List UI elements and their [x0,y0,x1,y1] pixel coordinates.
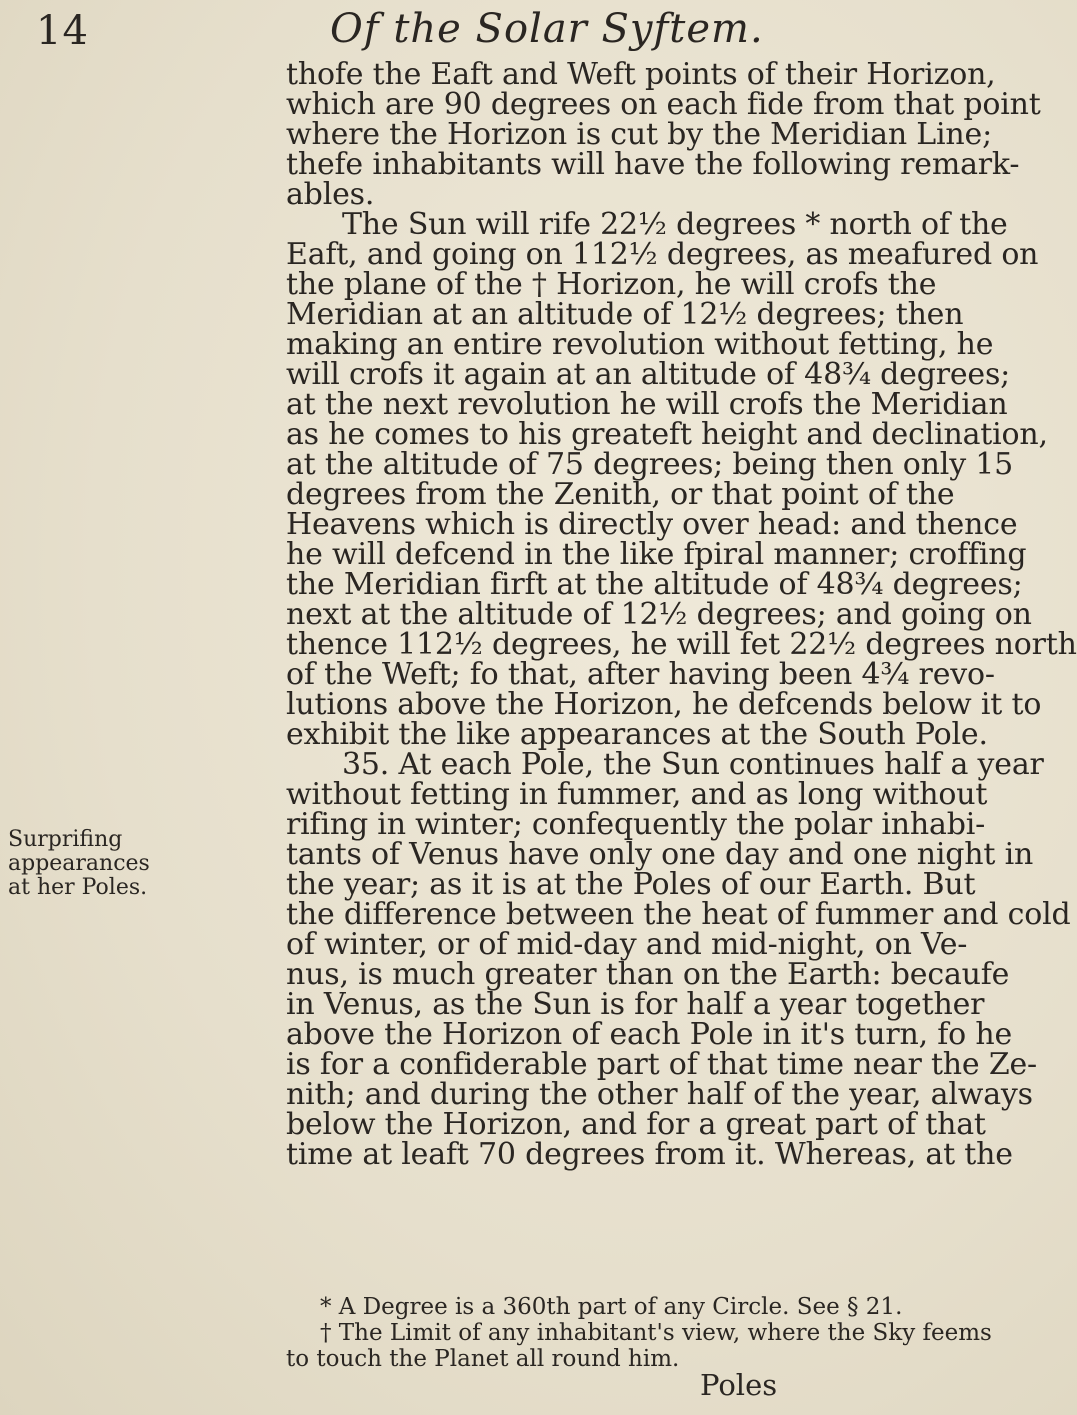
text-line: nith; and during the other half of the year, always [286,1077,1033,1112]
text-line: below the Horizon, and for a great part of that [286,1107,986,1142]
text-line: he will defcend in the like fpiral manner; croffing [286,537,1027,572]
text-line: nus, is much greater than on the Earth: becaufe [286,957,1010,992]
text-line: is for a confiderable part of that time near the Ze- [286,1047,1037,1082]
text-line: Eaft, and going on 112½ degrees, as meafured on [286,237,1039,272]
running-head: Of the Solar Syftem. [330,6,764,52]
text-line: The Sun will rife 22½ degrees * north of the [342,207,1008,242]
text-line: as he comes to his greateft height and declination, [286,417,1048,452]
text-line: degrees from the Zenith, or that point of the [286,477,955,512]
text-line: thofe the Eaft and Weft points of their Horizon, [286,57,996,92]
body-text [286,57,1077,1172]
text-line: of the Weft; fo that, after having been 4¾ revo- [286,657,995,692]
text-line: the Meridian firft at the altitude of 48¾ degrees; [286,567,1023,602]
text-line: of winter, or of mid-day and mid-night, on Ve- [286,927,968,962]
text-line: Meridian at an altitude of 12½ degrees; then [286,297,964,332]
text-line: in Venus, as the Sun is for half a year together [286,987,985,1022]
footnote-line: * A Degree is a 360th part of any Circle. See § 21. [320,1294,903,1320]
text-line: where the Horizon is cut by the Meridian Line; [286,117,992,152]
text-line: at the next revolution he will crofs the Meridian [286,387,1008,422]
text-line: exhibit the like appearances at the South Pole. [286,717,988,752]
text-line: rifing in winter; confequently the polar inhabi- [286,807,986,842]
text-line: next at the altitude of 12½ degrees; and going on [286,597,1032,632]
text-line: the difference between the heat of fummer and cold [286,897,1071,932]
text-line: thence 112½ degrees, he will fet 22½ degrees north [286,627,1077,662]
text-line: thefe inhabitants will have the following remark- [286,147,1020,182]
text-line: the year; as it is at the Poles of our Earth. But [286,867,976,902]
margin-note [8,827,150,900]
text-line: lutions above the Horizon, he defcends below it to [286,687,1042,722]
text-line: ables. [286,177,375,212]
text-line: the plane of the † Horizon, he will crofs the [286,267,937,302]
text-line: time at leaft 70 degrees from it. Whereas, at the [286,1137,1013,1172]
text-line: above the Horizon of each Pole in it's turn, fo he [286,1017,1013,1052]
margin-note-line: appearances [8,851,150,876]
margin-note-line: at her Poles. [8,875,148,900]
text-line: without fetting in fummer, and as long without [286,777,988,812]
page-number: 14 [36,8,89,54]
text-line: making an entire revolution without fetting, he [286,327,994,362]
text-line: will crofs it again at an altitude of 48¾ degrees; [286,357,1011,392]
catchword: Poles [700,1368,778,1402]
margin-note-line: Surprifing [8,827,123,852]
footnotes [286,1294,992,1372]
text-line: tants of Venus have only one day and one night in [286,837,1034,872]
text-line: which are 90 degrees on each fide from that point [286,87,1041,122]
text-line: at the altitude of 75 degrees; being then only 15 [286,447,1014,482]
text-line: Heavens which is directly over head: and thence [286,507,1018,542]
text-line: 35. At each Pole, the Sun continues half a year [342,747,1044,782]
footnote-line: † The Limit of any inhabitant's view, where the Sky feems [320,1320,992,1346]
footnote-line: to touch the Planet all round him. [286,1346,680,1372]
